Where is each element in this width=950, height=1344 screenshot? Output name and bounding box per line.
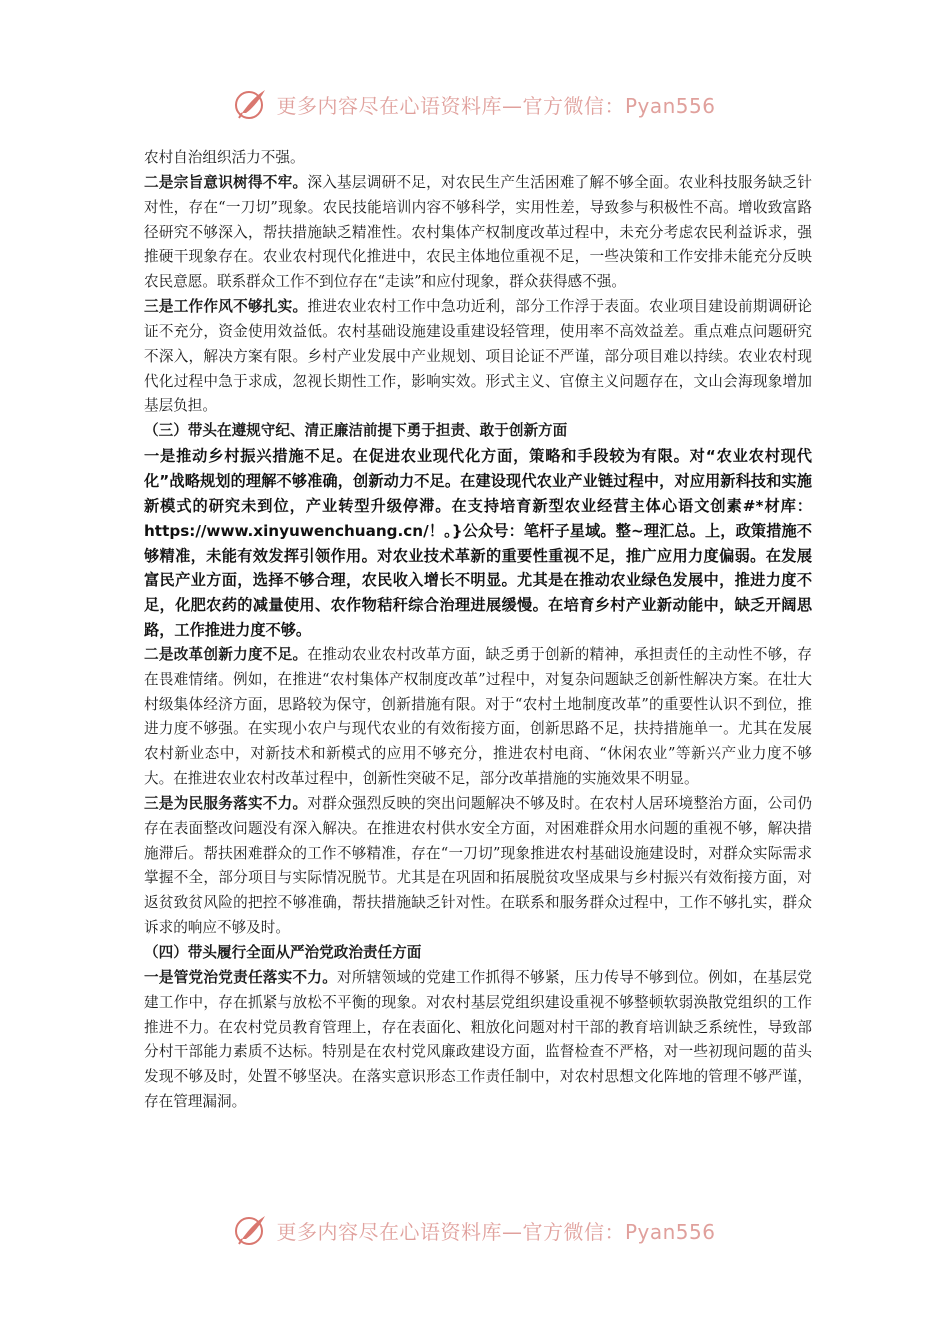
watermark-text: 更多内容尽在心语资料库—官方微信：Pyan556 [276, 93, 716, 118]
quill-pen-icon [234, 1213, 268, 1247]
paragraph: 农村自治组织活力不强。 [144, 149, 305, 166]
paragraph-lead: 三是工作作风不够扎实。 [144, 298, 308, 316]
paragraph: 一是管党治党责任落实不力。对所辖领域的党建工作抓得不够紧，压力传导不够到位。例如，在基层党建工作中，存在抓紧与放松不平衡的现象。对农村基层党组织建设重视不够整顿软弱涣散党组织的工作推进不力。在农村党员教育管理上，存在表面化、粗放化问题对村干部的教育培训缺乏系统性，导致部分村干部能力素质不达标。特别是在农村党风廉政建设方面，监督检查不严格，对一些初现问题的苗头发现不够及时，处置不够坚决。在落实意识形态工作责任制中，对农村思想文化阵地的管理不够严谨，存在管理漏洞。 [144, 968, 812, 1111]
paragraph-lead: 一是管党治党责任落实不力。 [144, 968, 338, 986]
paragraph-lead: 三是为民服务落实不力。 [144, 794, 308, 812]
paragraph-lead: 二是改革创新力度不足。 [144, 645, 308, 663]
header-watermark [0, 82, 950, 126]
document-body [144, 146, 812, 1115]
bold-paragraph: 一是推动乡村振兴措施不足。在促进农业现代化方面，策略和手段较为有限。对“农业农村现代化”战略规划的理解不够准确，创新动力不足。在建设现代农业产业链过程中，对应用新科技和实施新模式的研究未到位，产业转型升级停滞。在支持培育新型农业经营主体心语文创素#*材库：https://www.xinyuwenchuang.cn/！。}公众号：笔杆子星域。整~理汇总。上，政策措施不够精准，未能有效发挥引领作用。对农业技术革新的重要性重视不足，推广应用力度偏弱。在发展富民产业方面，选择不够合理，农民收入增长不明显。尤其是在推动农业绿色发展中，推进力度不足，化肥农药的减量使用、农作物秸秆综合治理进展缓慢。在培育乡村产业新动能中，缺乏开阔思路，工作推进力度不够。 [144, 447, 812, 640]
quill-pen-icon [234, 87, 268, 121]
paragraph: 三是为民服务落实不力。对群众强烈反映的突出问题解决不够及时。在农村人居环境整治方面，公司仍存在表面整改问题没有深入解决。在推进农村供水安全方面，对困难群众用水问题的重视不够，解决措施滞后。帮扶困难群众的工作不够精准，存在“一刀切”现象推进农村基础设施建设时，对群众实际需求掌握不全，部分项目与实际情况脱节。尤其是在巩固和拓展脱贫攻坚成果与乡村振兴有效衔接方面，对返贫致贫风险的把控不够准确，帮扶措施缺乏针对性。在联系和服务群众过程中，工作不够扎实，群众诉求的响应不够及时。 [144, 794, 812, 937]
watermark-text: 更多内容尽在心语资料库—官方微信：Pyan556 [276, 1219, 716, 1244]
paragraph: 二是宗旨意识树得不牢。深入基层调研不足，对农民生产生活困难了解不够全面。农业科技服务缺乏针对性，存在“一刀切”现象。农民技能培训内容不够科学，实用性差，导致参与积极性不高。增收致富路径研究不够深入，帮扶措施缺乏精准性。农村集体产权制度改革过程中，未充分考虑农民利益诉求，强推硬干现象存在。农业农村现代化推进中，农民主体地位重视不足，一些决策和工作安排未能充分反映农民意愿。联系群众工作不到位存在“走读”和应付现象，群众获得感不强。 [144, 173, 812, 291]
footer-watermark [0, 1208, 950, 1252]
section-heading: （四）带头履行全面从严治党政治责任方面 [144, 944, 422, 961]
paragraph-lead: 二是宗旨意识树得不牢。 [144, 173, 308, 191]
paragraph: 三是工作作风不够扎实。推进农业农村工作中急功近利，部分工作浮于表面。农业项目建设前期调研论证不充分，资金使用效益低。农村基础设施建设重建设轻管理，使用率不高效益差。重点难点问题研究不深入，解决方案有限。乡村产业发展中产业规划、项目论证不严谨，部分项目难以持续。农业农村现代化过程中急于求成，忽视长期性工作，影响实效。形式主义、官僚主义问题存在，文山会海现象增加基层负担。 [144, 298, 812, 415]
section-heading: （三）带头在遵规守纪、清正廉洁前提下勇于担责、敢于创新方面 [144, 422, 568, 440]
paragraph: 二是改革创新力度不足。在推动农业农村改革方面，缺乏勇于创新的精神，承担责任的主动性不够，存在畏难情绪。例如，在推进“农村集体产权制度改革”过程中，对复杂问题缺乏创新性解决方案。在壮大村级集体经济方面，思路较为保守，创新措施有限。对于“农村土地制度改革”的重要性认识不到位，推进力度不够强。在实现小农户与现代农业的有效衔接方面，创新思路不足，扶持措施单一。尤其在发展农村新业态中，对新技术和新模式的应用不够充分，推进农村电商、“休闲农业”等新兴产业力度不够大。在推进农业农村改革过程中，创新性突破不足，部分改革措施的实施效果不明显。 [144, 645, 812, 788]
